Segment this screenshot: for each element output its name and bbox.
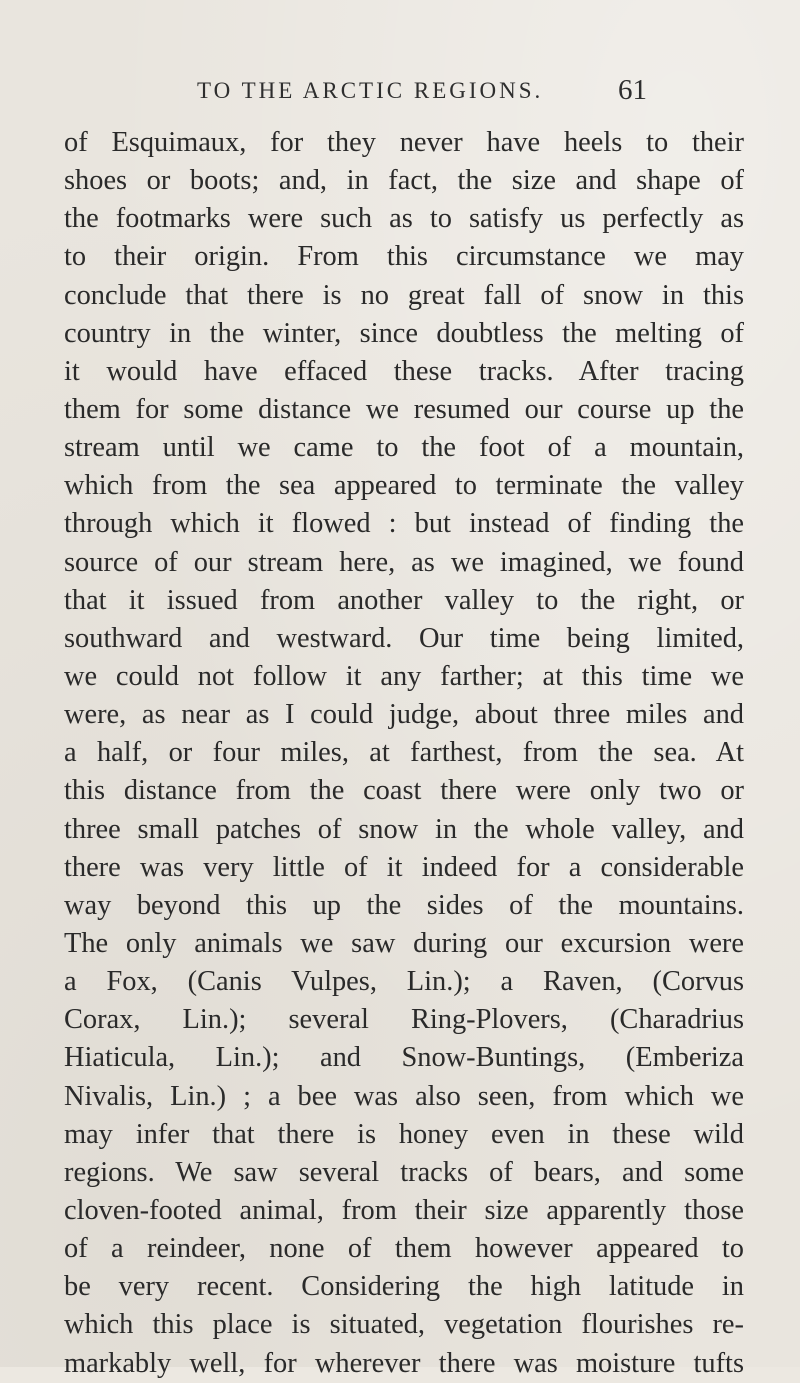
- text-line: markably well, for wherever there was moisture tufts: [64, 1347, 744, 1379]
- text-line: that it issued from another valley to the right, or: [64, 584, 744, 616]
- text-line: Hiaticula, Lin.); and Snow-Buntings, (Emberiza: [64, 1042, 744, 1074]
- text-line: The only animals we saw during our excursion were: [64, 927, 744, 959]
- page-header: [0, 74, 800, 112]
- text-line: of Esquimaux, for they never have heels to their: [64, 127, 744, 158]
- text-line: Nivalis, Lin.) ; a bee was also seen, from which we: [64, 1080, 744, 1112]
- text-line: be very recent. Considering the high latitude in: [64, 1271, 744, 1303]
- text-line: we could not follow it any farther; at this time we: [64, 660, 744, 692]
- text-line: them for some distance we resumed our course up the: [64, 393, 744, 425]
- text-line: stream until we came to the foot of a mountain,: [64, 432, 744, 464]
- text-line: there was very little of it indeed for a considerable: [64, 851, 744, 883]
- text-line: this distance from the coast there were only two or: [64, 775, 744, 807]
- text-line: to their origin. From this circumstance we may: [64, 241, 744, 273]
- text-line: country in the winter, since doubtless the melting of: [64, 317, 744, 349]
- text-line: source of our stream here, as we imagined, we found: [64, 546, 744, 578]
- text-line: Corax, Lin.); several Ring-Plovers, (Charadrius: [64, 1004, 744, 1036]
- page-number: 61: [618, 74, 647, 106]
- text-line: which from the sea appeared to terminate the valley: [64, 470, 744, 502]
- text-line: which this place is situated, vegetation flourishes re-: [64, 1309, 744, 1341]
- text-line: conclude that there is no great fall of snow in this: [64, 279, 744, 311]
- running-head: TO THE ARCTIC REGIONS.: [197, 78, 544, 103]
- text-line: a Fox, (Canis Vulpes, Lin.); a Raven, (Corvus: [64, 966, 744, 998]
- text-line: the footmarks were such as to satisfy us perfectly as: [64, 203, 744, 235]
- text-line: shoes or boots; and, in fact, the size and shape of: [64, 165, 744, 197]
- body-text: [64, 124, 744, 1383]
- text-line: three small patches of snow in the whole valley, and: [64, 813, 744, 845]
- text-line: of a reindeer, none of them however appeared to: [64, 1233, 744, 1265]
- text-line: through which it flowed : but instead of finding the: [64, 508, 744, 540]
- text-line: southward and westward. Our time being limited,: [64, 622, 744, 654]
- text-line: regions. We saw several tracks of bears, and some: [64, 1156, 744, 1188]
- text-line: a half, or four miles, at farthest, from the sea. At: [64, 737, 744, 769]
- text-line: may infer that there is honey even in these wild: [64, 1118, 744, 1150]
- text-line: way beyond this up the sides of the mountains.: [64, 889, 744, 921]
- text-line: cloven-footed animal, from their size apparently those: [64, 1194, 744, 1226]
- text-line: it would have effaced these tracks. After tracing: [64, 355, 744, 387]
- text-line: were, as near as I could judge, about three miles and: [64, 699, 744, 731]
